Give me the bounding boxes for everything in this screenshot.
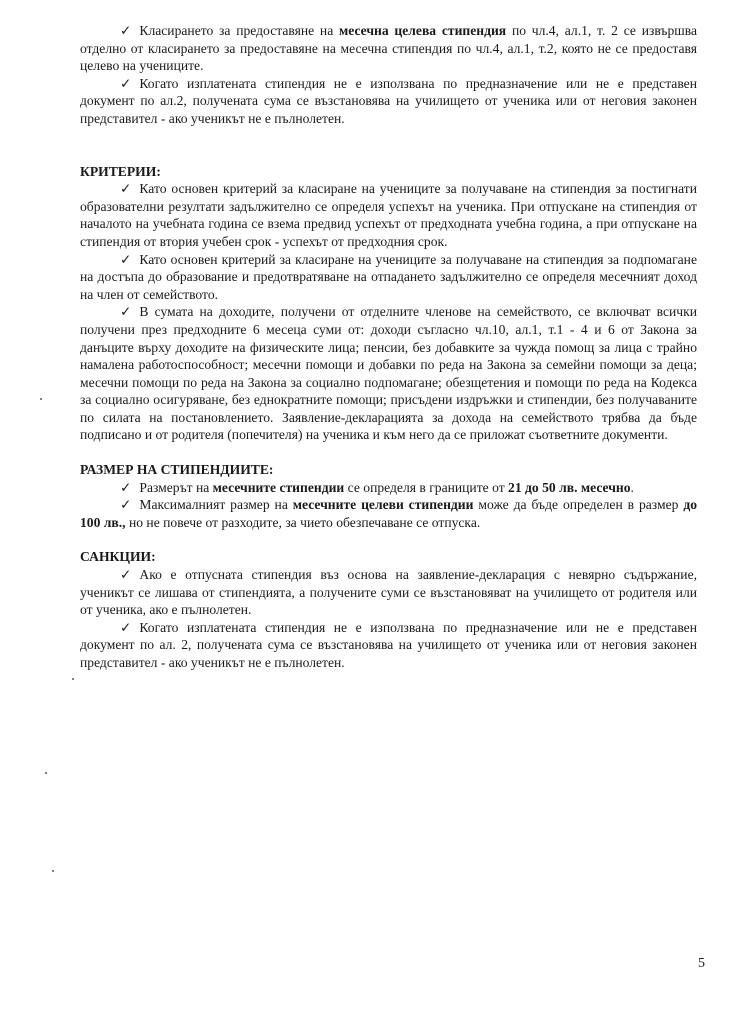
criteria-paragraph-2: ✓ Като основен критерий за класиране на учениците за получаване на стипендия за подпомагане на достъпа до образование и предотвратяване на отпадането задължително се определя месечният доход на член от семейството. [80,251,697,302]
scan-speck [52,870,54,872]
check-icon: ✓ [120,497,132,513]
check-icon: ✓ [120,251,132,267]
check-icon: ✓ [120,181,132,197]
criteria-paragraph-3: ✓ В сумата на доходите, получени от отделните членове на семейството, се включват всички получени през предходните 6 месеца суми от: доходи съгласно чл.10, ал.1, т.1 - 4 и 6 от Закона за данъците върху доходите на физическите лица; пенсии, без добавките за чужда помощ за лица с трайно намалена работоспособност; месечни помощи и добавки по реда на Закона за семейни помощи за деца; месечни помощи по реда на Закона за социално подпомагане; обезщетения и помощи по реда на Кодекса за социално осигуряване, без еднократните помощи; присъдени издръжки и стипендии, без получаваните по силата на постановлението. Заявление-декларацията за дохода на семейството трябва да бъде подписано и от родителя (попечителя) на ученика и към него да се приложат съответните документи. [80,304,697,443]
check-icon: ✓ [120,479,132,495]
check-icon: ✓ [120,567,132,583]
sanctions-paragraph-2: ✓ Когато изплатената стипендия не е използвана по предназначение или не е представен документ по ал. 2, получената сума се възстановява на училището от ученика или от неговия законен представител - ако ученикът не е пълнолетен. [80,619,697,670]
document-page [80,22,697,672]
check-icon: ✓ [120,75,132,91]
intro-paragraph-2: ✓ Когато изплатената стипендия не е използвана по предназначение или не е представен документ по ал.2, получената сума се възстановява на училището от ученика или от неговия законен представител - ако ученикът не е пълнолетен. [80,75,697,126]
criteria-heading: КРИТЕРИИ: [80,163,161,179]
size-heading: РАЗМЕР НА СТИПЕНДИИТЕ: [80,462,274,478]
scan-speck [40,398,42,400]
size-paragraph-1: ✓ Размерът на месечните стипендии се определя в границите от 21 до 50 лв. месечно. [80,479,697,497]
size-paragraph-2: ✓ Максималният размер на месечните целеви стипендии може да бъде определен в размер до 100 лв., но не повече от разходите, за чието обезпечаване се отпуска. [80,497,697,530]
check-icon: ✓ [120,23,132,38]
sanctions-heading: САНКЦИИ: [80,549,156,565]
criteria-paragraph-1: ✓ Като основен критерий за класиране на учениците за получаване на стипендия за постигнати образователни резултати задължително се определя успехът на ученика. При отпускане на стипендия от началото на учебната година се взема предвид успехът от предходната учебна година, а при отпускане на стипендия от втория учебен срок - успехът от предходния срок. [80,181,697,249]
page-number: 5 [698,956,705,971]
intro-paragraph-1: ✓ Класирането за предоставяне на месечна целева стипендия по чл.4, ал.1, т. 2 се извършва отделно от класирането за предоставяне на месечна стипендия по чл.4, ал.1, т.2, която не се предоставя целево на учениците. [80,23,697,74]
sanctions-paragraph-1: ✓ Ако е отпусната стипендия въз основа на заявление-декларация с невярно съдържание, ученикът се лишава от стипендията, а получените суми се възстановяват на училището от родителя или от ученика, ако е пълнолетен. [80,567,697,618]
scan-speck [72,678,74,680]
check-icon: ✓ [120,304,132,320]
check-icon: ✓ [120,619,132,635]
scan-speck [45,772,47,774]
